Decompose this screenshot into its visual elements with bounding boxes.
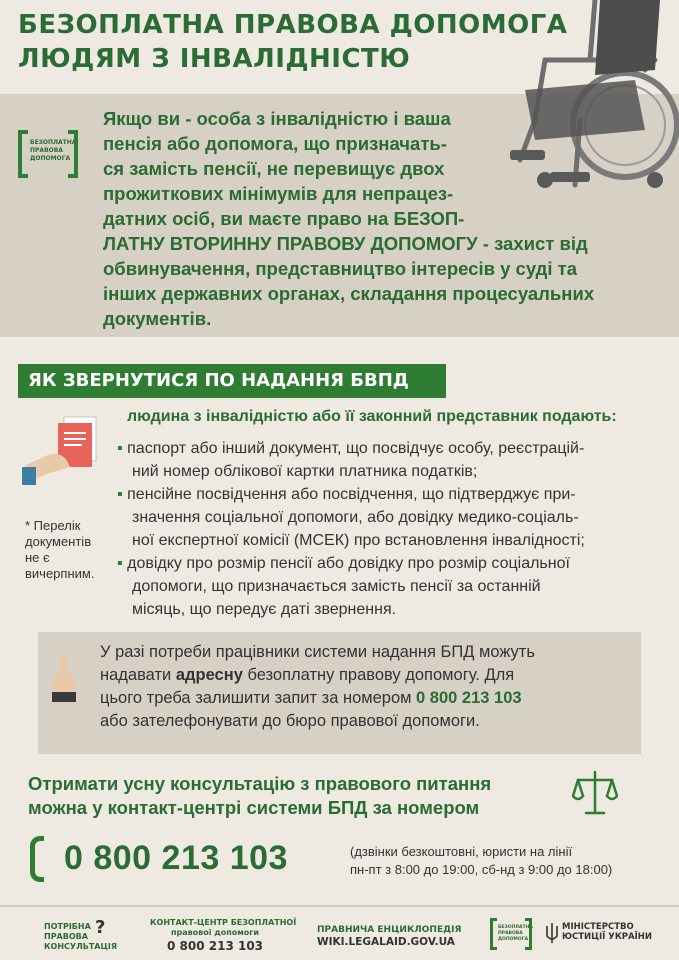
text-fragment: безоплатну правову допомогу. Для: [242, 666, 515, 684]
text-fragment: цього треба залишити запит за номером: [100, 689, 417, 707]
footer-text-line: ПОТРІБНА: [44, 922, 91, 931]
how-to-subheading: людина з інвалідністю або її законний представник подають:: [127, 408, 617, 425]
note-line: * Перелік: [25, 518, 81, 533]
intro-line: пенсія або допомога, що призначать-: [103, 133, 447, 154]
ministry-of-justice-logo: [562, 922, 652, 942]
consultation-line: можна у контакт-центрі системи БПД за номером: [28, 797, 480, 818]
logo-text: [30, 139, 77, 163]
footer-text-line: КОНТАКТ-ЦЕНТР БЕЗОПЛАТНОЇ: [150, 918, 297, 927]
phone-note-line: пн-пт з 8:00 до 19:00, сб-нд з 9:00 до 18:00): [350, 862, 613, 877]
logo-left-bracket: [18, 130, 28, 178]
list-item-text: довідку про розмір пенсії або довідку про розмір соціальної: [127, 555, 570, 572]
logo-right-bracket: [68, 130, 78, 178]
contact-center-phone[interactable]: 0 800 213 103: [64, 839, 288, 877]
footer-text-line: правової допомоги: [170, 928, 260, 937]
intro-line: ся замість пенсії, не перевищує двох: [103, 158, 445, 179]
phone-hours-note: [350, 843, 612, 879]
footer-bpd-logo: [490, 918, 532, 950]
list-item-continuation: значення соціальної допомоги, або довідку медико-соціаль-: [132, 509, 579, 526]
list-item: [117, 483, 662, 506]
scales-of-justice-icon: [572, 768, 618, 818]
intro-line: Якщо ви - особа з інвалідністю і ваша: [103, 108, 451, 129]
footer-wiki: [317, 924, 461, 948]
bullet-icon: ▪: [117, 555, 123, 572]
address-help-line: [100, 664, 630, 687]
how-to-heading: ЯК ЗВЕРНУТИСЯ ПО НАДАННЯ БВПД: [18, 364, 446, 398]
logo-text-line: ДОПОМОГА: [30, 155, 71, 162]
note-line: вичерпним.: [25, 566, 95, 581]
documents-list: [117, 437, 662, 621]
intro-line: ЛАТНУ ВТОРИННУ ПРАВОВУ ДОПОМОГУ - захист від: [103, 233, 588, 254]
page-title: [18, 8, 567, 76]
consultation-line: Отримати усну консультацію з правового питання: [28, 773, 492, 794]
question-mark-icon: ?: [95, 917, 106, 938]
list-item: [117, 437, 662, 460]
intro-line: датних осіб, ви маєте право на БЕЗОП-: [103, 208, 465, 229]
consultation-text: [28, 772, 491, 820]
ministry-text-line: ЮСТИЦІЇ УКРАЇНИ: [562, 932, 652, 942]
wiki-title: ПРАВНИЧА ЕНЦИКЛОПЕДІЯ: [317, 925, 462, 935]
intro-line: обвинувачення, представництво інтересів у суді та: [103, 258, 578, 279]
logo-text-line: ПРАВОВА: [30, 147, 63, 154]
list-note: [25, 518, 110, 582]
logo-text-line: БЕЗОПЛАТНА: [498, 925, 533, 930]
address-help-text: [100, 641, 630, 733]
list-item-text: паспорт або інший документ, що посвідчує особу, реєстрацій-: [127, 440, 585, 457]
list-item-text: пенсійне посвідчення або посвідчення, що підтверджує при-: [127, 486, 576, 503]
footer-need-consultation: [44, 922, 117, 952]
logo-text-line: ПРАВОВА: [498, 931, 523, 936]
footer-contact-center: [150, 918, 297, 954]
intro-line: документів.: [103, 308, 212, 329]
text-fragment: надавати: [100, 666, 176, 684]
list-item-continuation: місяць, що передує даті звернення.: [132, 601, 397, 618]
trident-icon: [545, 922, 559, 944]
list-item-continuation: ної експертної комісії (МСЕК) про встановлення інвалідності;: [132, 532, 585, 549]
logo-text: [498, 925, 533, 943]
emphasis-text: адресну: [175, 666, 243, 684]
wiki-link[interactable]: WIKI.LEGALAID.GOV.UA: [317, 936, 455, 948]
title-line-2: ЛЮДЯМ З ІНВАЛІДНІСТЮ: [18, 44, 411, 74]
footer-divider: [0, 905, 679, 907]
logo-left-bracket: [490, 918, 497, 950]
note-line: документів: [25, 534, 92, 549]
documents-hand-icon: [22, 415, 108, 485]
list-item-continuation: ний номер облікової картки платника податків;: [132, 463, 478, 480]
intro-line: інших державних органах, складання процесуальних: [103, 283, 595, 304]
address-help-line: У разі потреби працівники системи надання БПД можуть: [100, 643, 535, 661]
request-phone-number[interactable]: 0 800 213 103: [416, 689, 522, 707]
pointing-hand-icon: [46, 654, 80, 702]
bpd-logo: [18, 130, 78, 178]
footer-phone[interactable]: 0 800 213 103: [166, 939, 264, 953]
logo-right-bracket: [525, 918, 532, 950]
note-line: не є: [25, 550, 50, 565]
list-item-continuation: допомоги, що призначається замість пенсії за останній: [132, 578, 541, 595]
title-line-1: БЕЗОПЛАТНА ПРАВОВА ДОПОМОГА: [18, 10, 568, 40]
logo-text-line: ДОПОМОГА: [498, 937, 529, 942]
ministry-text-line: МІНІСТЕРСТВО: [562, 922, 634, 932]
address-help-line: або зателефонувати до бюро правової допомоги.: [100, 712, 480, 730]
bullet-icon: ▪: [117, 486, 123, 503]
footer-text-line: ПРАВОВА: [44, 932, 88, 941]
phone-note-line: (дзвінки безкоштовні, юристи на лінії: [350, 844, 573, 859]
footer-text-line: КОНСУЛЬТАЦІЯ: [44, 942, 118, 951]
address-help-line: [100, 687, 630, 710]
logo-text-line: БЕЗОПЛАТНА: [30, 139, 77, 146]
list-item: [117, 552, 662, 575]
phone-bracket: [30, 836, 44, 882]
intro-text: [103, 106, 648, 331]
intro-line: прожиткових мінімумів для непрацез-: [103, 183, 454, 204]
bullet-icon: ▪: [117, 440, 123, 457]
